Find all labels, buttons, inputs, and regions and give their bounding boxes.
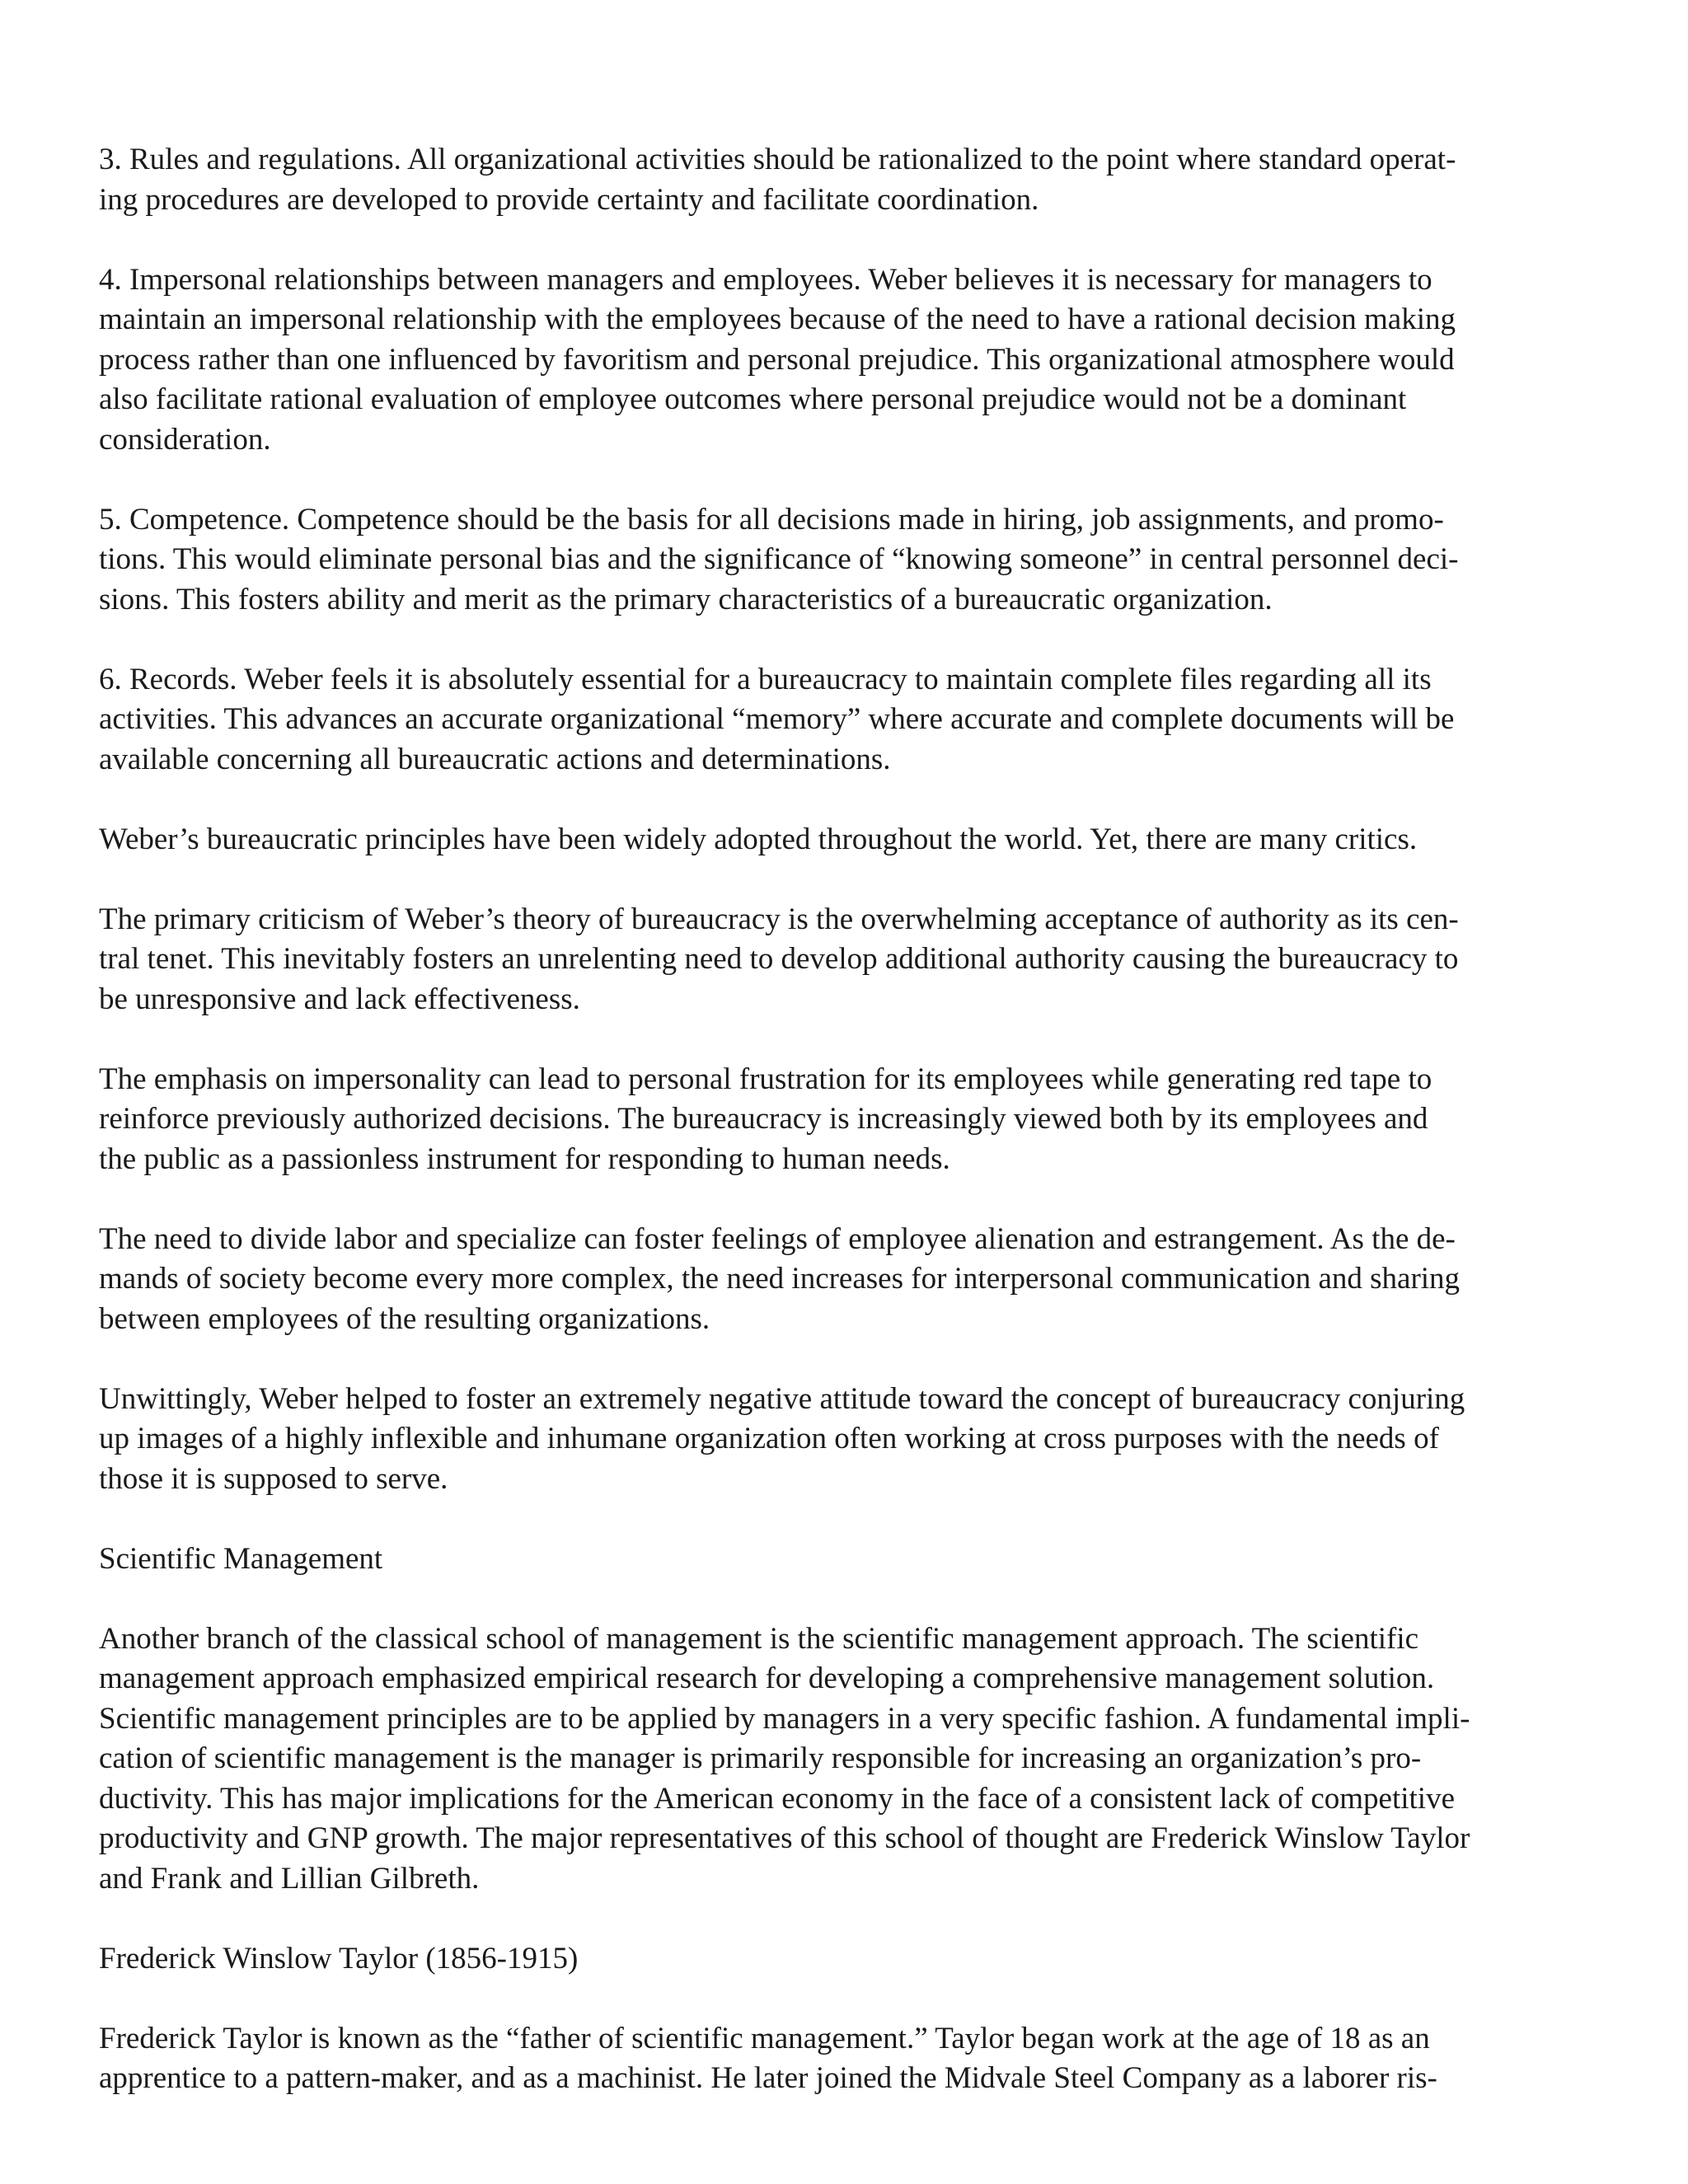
text-line: Weber’s bureaucratic principles have been widely adopted throughout the world. Yet, there are many critics. bbox=[99, 822, 1418, 856]
text-line: mands of society become every more complex, the need increases for interpersonal communication and sharing bbox=[99, 1262, 1461, 1296]
text-line: 4. Impersonal relationships between managers and employees. Weber believes it is necessary for managers to bbox=[99, 262, 1432, 297]
text-line: management approach emphasized empirical research for developing a comprehensive management solution. bbox=[99, 1661, 1435, 1695]
paragraph-widely-adopted bbox=[99, 820, 1599, 860]
paragraph-impersonal-relationships bbox=[99, 260, 1599, 461]
text-line: 6. Records. Weber feels it is absolutely essential for a bureaucracy to maintain complete files regarding all its bbox=[99, 662, 1432, 696]
text-line: between employees of the resulting organizations. bbox=[99, 1301, 710, 1336]
text-line: up images of a highly inflexible and inhumane organization often working at cross purposes with the needs of bbox=[99, 1422, 1439, 1455]
text-line: ing procedures are developed to provide certainty and facilitate coordination. bbox=[99, 182, 1039, 217]
paragraph-competence bbox=[99, 500, 1599, 621]
text-line: tral tenet. This inevitably fosters an unrelenting need to develop additional authority causing the bureaucracy to bbox=[99, 942, 1459, 976]
text-line: process rather than one influenced by favoritism and personal prejudice. This organizational atmosphere would bbox=[99, 342, 1455, 377]
paragraph-impersonality bbox=[99, 1060, 1599, 1180]
text-line: The primary criticism of Weber’s theory of bureaucracy is the overwhelming acceptance of authority as its cen- bbox=[99, 902, 1459, 936]
paragraph-frederick-taylor bbox=[99, 2019, 1599, 2099]
text-line: also facilitate rational evaluation of employee outcomes where personal prejudice would not be a dominant bbox=[99, 382, 1407, 416]
text-line: and Frank and Lillian Gilbreth. bbox=[99, 1861, 480, 1896]
text-line: The need to divide labor and specialize can foster feelings of employee alienation and estrangement. As the de- bbox=[99, 1221, 1456, 1256]
heading-frederick-taylor bbox=[99, 1939, 1599, 1980]
paragraph-divide-labor bbox=[99, 1220, 1599, 1340]
paragraph-records bbox=[99, 660, 1599, 780]
text-line: available concerning all bureaucratic actions and determinations. bbox=[99, 742, 891, 776]
text-line: consideration. bbox=[99, 422, 271, 457]
text-line: be unresponsive and lack effectiveness. bbox=[99, 982, 580, 1016]
text-line: cation of scientific management is the manager is primarily responsible for increasing an organization’s pro- bbox=[99, 1741, 1422, 1775]
paragraph-unwittingly bbox=[99, 1380, 1599, 1500]
text-line: 3. Rules and regulations. All organizational activities should be rationalized to the point where standard operat- bbox=[99, 143, 1456, 176]
text-line: productivity and GNP growth. The major representatives of this school of thought are Frederick Winslow Taylor bbox=[99, 1821, 1470, 1855]
section-heading: Frederick Winslow Taylor (1856-1915) bbox=[99, 1941, 579, 1975]
text-line: maintain an impersonal relationship with the employees because of the need to have a rational decision making bbox=[99, 302, 1456, 336]
heading-scientific-management bbox=[99, 1540, 1599, 1580]
text-line: Scientific management principles are to be applied by managers in a very specific fashion. A fundamental impli- bbox=[99, 1701, 1470, 1736]
document-page bbox=[99, 140, 1599, 2099]
text-line: the public as a passionless instrument for responding to human needs. bbox=[99, 1141, 950, 1176]
text-line: tions. This would eliminate personal bias and the significance of “knowing someone” in central personnel deci- bbox=[99, 542, 1459, 576]
paragraph-scientific-management bbox=[99, 1619, 1599, 1900]
section-heading: Scientific Management bbox=[99, 1541, 383, 1576]
text-line: sions. This fosters ability and merit as the primary characteristics of a bureaucratic organization. bbox=[99, 582, 1273, 616]
text-line: activities. This advances an accurate organizational “memory” where accurate and complete documents will be bbox=[99, 702, 1455, 736]
text-line: apprentice to a pattern-maker, and as a machinist. He later joined the Midvale Steel Company as a laborer ris- bbox=[99, 2061, 1437, 2095]
text-line: ductivity. This has major implications for the American economy in the face of a consistent lack of competitive bbox=[99, 1781, 1456, 1816]
text-line: The emphasis on impersonality can lead to personal frustration for its employees while generating red tape to bbox=[99, 1062, 1432, 1096]
text-line: reinforce previously authorized decisions. The bureaucracy is increasingly viewed both by its employees and bbox=[99, 1102, 1428, 1136]
text-line: 5. Competence. Competence should be the basis for all decisions made in hiring, job assignments, and promo- bbox=[99, 502, 1444, 537]
text-line: those it is supposed to serve. bbox=[99, 1461, 448, 1496]
text-line: Frederick Taylor is known as the “father of scientific management.” Taylor began work at the age of 18 as an bbox=[99, 2021, 1430, 2055]
paragraph-rules-regulations bbox=[99, 140, 1599, 220]
text-line: Another branch of the classical school of management is the scientific management approach. The scientific bbox=[99, 1621, 1419, 1656]
text-line: Unwittingly, Weber helped to foster an extremely negative attitude toward the concept of bureaucracy conjuring bbox=[99, 1381, 1465, 1416]
paragraph-primary-criticism bbox=[99, 900, 1599, 1020]
